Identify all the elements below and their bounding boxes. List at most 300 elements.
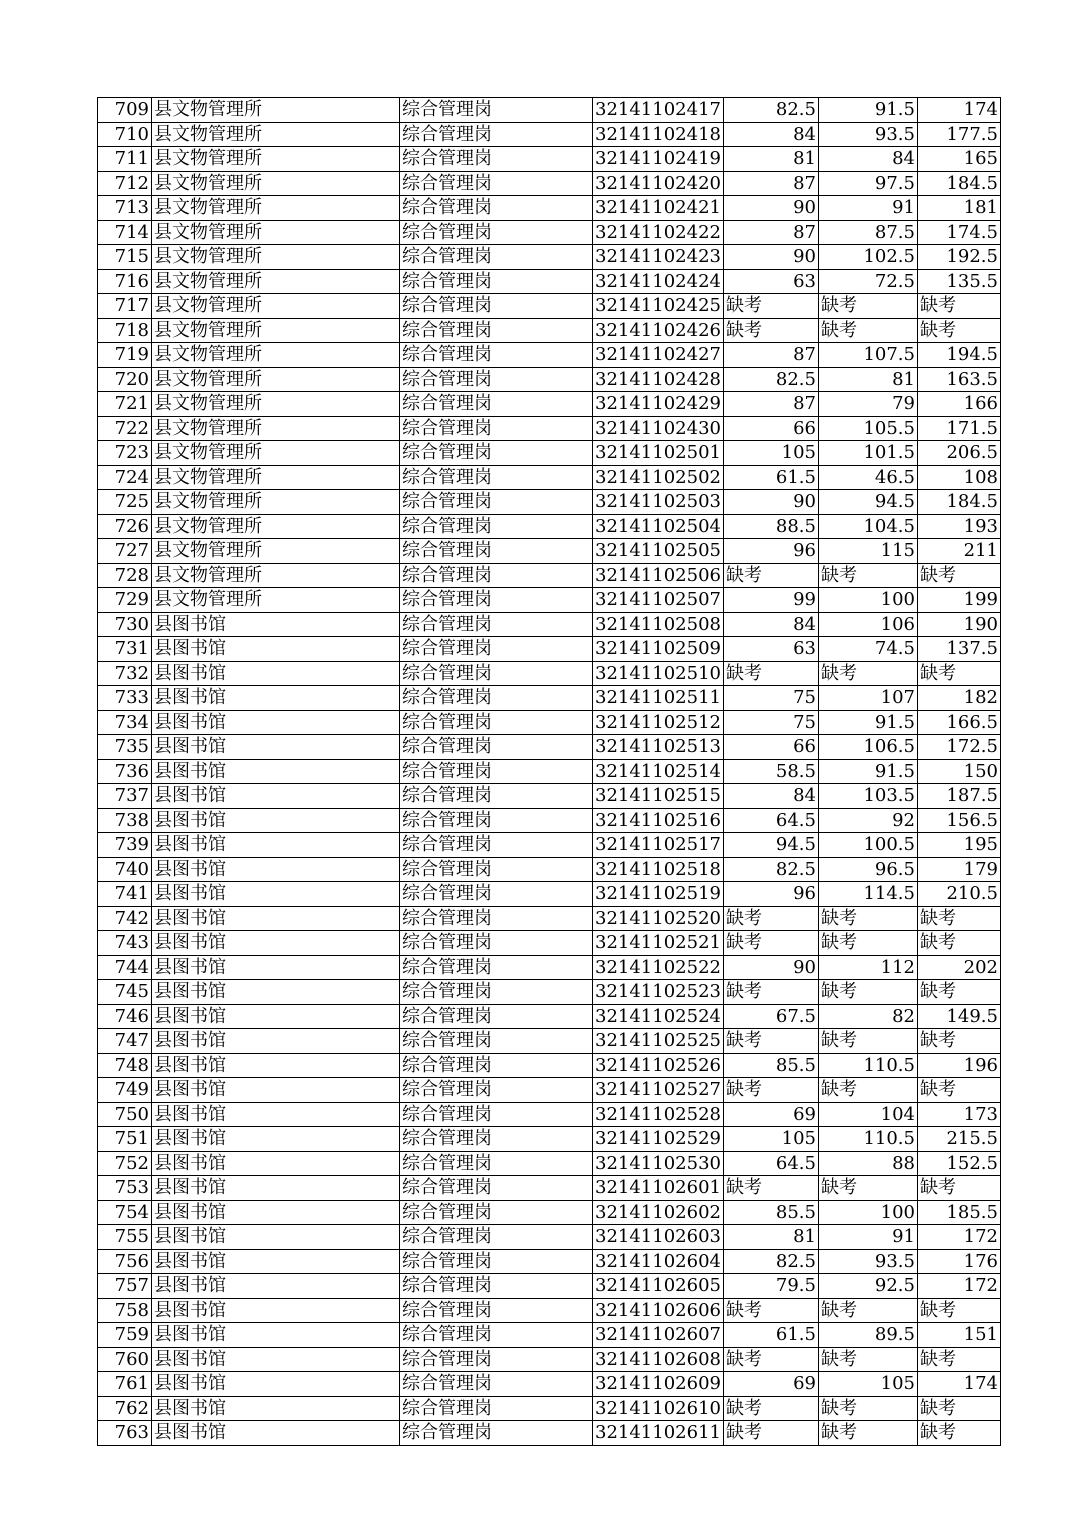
score-2-cell: 101.5 xyxy=(818,441,917,466)
score-1-cell: 81 xyxy=(723,147,818,172)
position-cell: 综合管理岗 xyxy=(400,1249,593,1274)
score-2-cell: 缺考 xyxy=(818,1029,917,1054)
row-number-cell: 757 xyxy=(98,1274,152,1299)
unit-cell: 县图书馆 xyxy=(152,906,400,931)
score-1-cell: 缺考 xyxy=(723,931,818,956)
position-cell: 综合管理岗 xyxy=(400,294,593,319)
unit-cell: 县文物管理所 xyxy=(152,220,400,245)
row-number-cell: 763 xyxy=(98,1421,152,1446)
position-cell: 综合管理岗 xyxy=(400,686,593,711)
exam-id-cell: 32141102520 xyxy=(593,906,724,931)
score-1-cell: 缺考 xyxy=(723,563,818,588)
total-score-cell: 206.5 xyxy=(917,441,1000,466)
total-score-cell: 179 xyxy=(917,857,1000,882)
score-2-cell: 100 xyxy=(818,1200,917,1225)
row-number-cell: 746 xyxy=(98,1004,152,1029)
score-2-cell: 103.5 xyxy=(818,784,917,809)
row-number-cell: 762 xyxy=(98,1396,152,1421)
table-row xyxy=(98,661,1001,686)
position-cell: 综合管理岗 xyxy=(400,1323,593,1348)
total-score-cell: 缺考 xyxy=(917,294,1000,319)
score-2-cell: 107 xyxy=(818,686,917,711)
total-score-cell: 184.5 xyxy=(917,490,1000,515)
score-2-cell: 74.5 xyxy=(818,637,917,662)
total-score-cell: 211 xyxy=(917,539,1000,564)
score-1-cell: 90 xyxy=(723,196,818,221)
total-score-cell: 174 xyxy=(917,1372,1000,1397)
score-1-cell: 96 xyxy=(723,539,818,564)
score-1-cell: 缺考 xyxy=(723,1298,818,1323)
row-number-cell: 723 xyxy=(98,441,152,466)
total-score-cell: 174 xyxy=(917,98,1000,123)
score-2-cell: 107.5 xyxy=(818,343,917,368)
score-2-cell: 105 xyxy=(818,1372,917,1397)
total-score-cell: 缺考 xyxy=(917,1347,1000,1372)
total-score-cell: 172.5 xyxy=(917,735,1000,760)
exam-id-cell: 32141102603 xyxy=(593,1225,724,1250)
row-number-cell: 715 xyxy=(98,245,152,270)
table-row xyxy=(98,563,1001,588)
exam-id-cell: 32141102602 xyxy=(593,1200,724,1225)
unit-cell: 县图书馆 xyxy=(152,1298,400,1323)
total-score-cell: 194.5 xyxy=(917,343,1000,368)
row-number-cell: 735 xyxy=(98,735,152,760)
score-2-cell: 106.5 xyxy=(818,735,917,760)
score-1-cell: 缺考 xyxy=(723,1078,818,1103)
position-cell: 综合管理岗 xyxy=(400,1176,593,1201)
table-row xyxy=(98,612,1001,637)
position-cell: 综合管理岗 xyxy=(400,735,593,760)
position-cell: 综合管理岗 xyxy=(400,1225,593,1250)
unit-cell: 县文物管理所 xyxy=(152,490,400,515)
unit-cell: 县文物管理所 xyxy=(152,294,400,319)
table-row xyxy=(98,171,1001,196)
exam-id-cell: 32141102422 xyxy=(593,220,724,245)
total-score-cell: 152.5 xyxy=(917,1151,1000,1176)
total-score-cell: 缺考 xyxy=(917,661,1000,686)
exam-id-cell: 32141102421 xyxy=(593,196,724,221)
total-score-cell: 210.5 xyxy=(917,882,1000,907)
total-score-cell: 缺考 xyxy=(917,1078,1000,1103)
total-score-cell: 缺考 xyxy=(917,1421,1000,1446)
position-cell: 综合管理岗 xyxy=(400,441,593,466)
table-row xyxy=(98,1127,1001,1152)
position-cell: 综合管理岗 xyxy=(400,588,593,613)
score-2-cell: 94.5 xyxy=(818,490,917,515)
score-2-cell: 100.5 xyxy=(818,833,917,858)
table-row xyxy=(98,1102,1001,1127)
total-score-cell: 182 xyxy=(917,686,1000,711)
score-1-cell: 87 xyxy=(723,171,818,196)
unit-cell: 县图书馆 xyxy=(152,686,400,711)
exam-id-cell: 32141102608 xyxy=(593,1347,724,1372)
unit-cell: 县图书馆 xyxy=(152,637,400,662)
total-score-cell: 缺考 xyxy=(917,1029,1000,1054)
score-1-cell: 缺考 xyxy=(723,1347,818,1372)
unit-cell: 县图书馆 xyxy=(152,882,400,907)
score-1-cell: 缺考 xyxy=(723,1176,818,1201)
table-row xyxy=(98,196,1001,221)
score-2-cell: 91.5 xyxy=(818,98,917,123)
unit-cell: 县图书馆 xyxy=(152,1053,400,1078)
unit-cell: 县文物管理所 xyxy=(152,416,400,441)
position-cell: 综合管理岗 xyxy=(400,955,593,980)
unit-cell: 县文物管理所 xyxy=(152,588,400,613)
exam-id-cell: 32141102529 xyxy=(593,1127,724,1152)
total-score-cell: 173 xyxy=(917,1102,1000,1127)
table-row xyxy=(98,1249,1001,1274)
exam-id-cell: 32141102427 xyxy=(593,343,724,368)
total-score-cell: 缺考 xyxy=(917,1176,1000,1201)
score-table xyxy=(97,97,1001,1446)
unit-cell: 县文物管理所 xyxy=(152,514,400,539)
score-2-cell: 缺考 xyxy=(818,980,917,1005)
exam-id-cell: 32141102530 xyxy=(593,1151,724,1176)
score-2-cell: 缺考 xyxy=(818,1298,917,1323)
table-row xyxy=(98,1225,1001,1250)
row-number-cell: 711 xyxy=(98,147,152,172)
position-cell: 综合管理岗 xyxy=(400,1298,593,1323)
exam-id-cell: 32141102425 xyxy=(593,294,724,319)
position-cell: 综合管理岗 xyxy=(400,1078,593,1103)
position-cell: 综合管理岗 xyxy=(400,1200,593,1225)
unit-cell: 县图书馆 xyxy=(152,1127,400,1152)
total-score-cell: 缺考 xyxy=(917,1298,1000,1323)
row-number-cell: 759 xyxy=(98,1323,152,1348)
table-row xyxy=(98,759,1001,784)
unit-cell: 县图书馆 xyxy=(152,808,400,833)
exam-id-cell: 32141102508 xyxy=(593,612,724,637)
position-cell: 综合管理岗 xyxy=(400,710,593,735)
position-cell: 综合管理岗 xyxy=(400,980,593,1005)
table-row xyxy=(98,490,1001,515)
exam-id-cell: 32141102510 xyxy=(593,661,724,686)
score-1-cell: 87 xyxy=(723,220,818,245)
table-row xyxy=(98,808,1001,833)
row-number-cell: 750 xyxy=(98,1102,152,1127)
score-2-cell: 110.5 xyxy=(818,1127,917,1152)
table-row xyxy=(98,514,1001,539)
position-cell: 综合管理岗 xyxy=(400,857,593,882)
exam-id-cell: 32141102418 xyxy=(593,122,724,147)
score-2-cell: 缺考 xyxy=(818,1421,917,1446)
exam-id-cell: 32141102509 xyxy=(593,637,724,662)
score-2-cell: 106 xyxy=(818,612,917,637)
unit-cell: 县图书馆 xyxy=(152,1176,400,1201)
position-cell: 综合管理岗 xyxy=(400,563,593,588)
score-2-cell: 104.5 xyxy=(818,514,917,539)
position-cell: 综合管理岗 xyxy=(400,245,593,270)
unit-cell: 县文物管理所 xyxy=(152,441,400,466)
table-row xyxy=(98,392,1001,417)
score-2-cell: 89.5 xyxy=(818,1323,917,1348)
unit-cell: 县图书馆 xyxy=(152,1225,400,1250)
exam-id-cell: 32141102524 xyxy=(593,1004,724,1029)
score-1-cell: 58.5 xyxy=(723,759,818,784)
row-number-cell: 725 xyxy=(98,490,152,515)
unit-cell: 县图书馆 xyxy=(152,1200,400,1225)
unit-cell: 县图书馆 xyxy=(152,1029,400,1054)
score-1-cell: 90 xyxy=(723,490,818,515)
position-cell: 综合管理岗 xyxy=(400,1274,593,1299)
unit-cell: 县图书馆 xyxy=(152,759,400,784)
total-score-cell: 163.5 xyxy=(917,367,1000,392)
exam-id-cell: 32141102503 xyxy=(593,490,724,515)
position-cell: 综合管理岗 xyxy=(400,98,593,123)
position-cell: 综合管理岗 xyxy=(400,318,593,343)
table-row xyxy=(98,1421,1001,1446)
unit-cell: 县图书馆 xyxy=(152,1396,400,1421)
score-2-cell: 46.5 xyxy=(818,465,917,490)
total-score-cell: 172 xyxy=(917,1274,1000,1299)
table-row xyxy=(98,931,1001,956)
score-1-cell: 缺考 xyxy=(723,906,818,931)
position-cell: 综合管理岗 xyxy=(400,931,593,956)
score-2-cell: 110.5 xyxy=(818,1053,917,1078)
position-cell: 综合管理岗 xyxy=(400,1127,593,1152)
exam-id-cell: 32141102426 xyxy=(593,318,724,343)
score-2-cell: 102.5 xyxy=(818,245,917,270)
exam-id-cell: 32141102605 xyxy=(593,1274,724,1299)
row-number-cell: 728 xyxy=(98,563,152,588)
score-1-cell: 缺考 xyxy=(723,1421,818,1446)
score-2-cell: 88 xyxy=(818,1151,917,1176)
unit-cell: 县文物管理所 xyxy=(152,367,400,392)
total-score-cell: 156.5 xyxy=(917,808,1000,833)
score-2-cell: 缺考 xyxy=(818,906,917,931)
score-1-cell: 84 xyxy=(723,784,818,809)
row-number-cell: 751 xyxy=(98,1127,152,1152)
exam-id-cell: 32141102507 xyxy=(593,588,724,613)
total-score-cell: 172 xyxy=(917,1225,1000,1250)
row-number-cell: 718 xyxy=(98,318,152,343)
row-number-cell: 709 xyxy=(98,98,152,123)
position-cell: 综合管理岗 xyxy=(400,392,593,417)
unit-cell: 县图书馆 xyxy=(152,931,400,956)
exam-id-cell: 32141102513 xyxy=(593,735,724,760)
total-score-cell: 215.5 xyxy=(917,1127,1000,1152)
total-score-cell: 缺考 xyxy=(917,563,1000,588)
unit-cell: 县图书馆 xyxy=(152,1078,400,1103)
unit-cell: 县图书馆 xyxy=(152,612,400,637)
position-cell: 综合管理岗 xyxy=(400,637,593,662)
unit-cell: 县文物管理所 xyxy=(152,539,400,564)
row-number-cell: 729 xyxy=(98,588,152,613)
row-number-cell: 748 xyxy=(98,1053,152,1078)
total-score-cell: 150 xyxy=(917,759,1000,784)
table-row xyxy=(98,686,1001,711)
table-row xyxy=(98,735,1001,760)
position-cell: 综合管理岗 xyxy=(400,343,593,368)
exam-id-cell: 32141102518 xyxy=(593,857,724,882)
total-score-cell: 176 xyxy=(917,1249,1000,1274)
total-score-cell: 177.5 xyxy=(917,122,1000,147)
exam-id-cell: 32141102424 xyxy=(593,269,724,294)
total-score-cell: 187.5 xyxy=(917,784,1000,809)
unit-cell: 县文物管理所 xyxy=(152,392,400,417)
exam-id-cell: 32141102501 xyxy=(593,441,724,466)
exam-id-cell: 32141102527 xyxy=(593,1078,724,1103)
position-cell: 综合管理岗 xyxy=(400,416,593,441)
score-1-cell: 96 xyxy=(723,882,818,907)
row-number-cell: 724 xyxy=(98,465,152,490)
unit-cell: 县文物管理所 xyxy=(152,318,400,343)
score-2-cell: 缺考 xyxy=(818,294,917,319)
unit-cell: 县文物管理所 xyxy=(152,269,400,294)
row-number-cell: 714 xyxy=(98,220,152,245)
position-cell: 综合管理岗 xyxy=(400,1029,593,1054)
position-cell: 综合管理岗 xyxy=(400,612,593,637)
row-number-cell: 738 xyxy=(98,808,152,833)
exam-id-cell: 32141102525 xyxy=(593,1029,724,1054)
total-score-cell: 171.5 xyxy=(917,416,1000,441)
score-1-cell: 66 xyxy=(723,735,818,760)
table-row xyxy=(98,906,1001,931)
score-2-cell: 91.5 xyxy=(818,759,917,784)
score-1-cell: 84 xyxy=(723,612,818,637)
score-1-cell: 66 xyxy=(723,416,818,441)
exam-id-cell: 32141102611 xyxy=(593,1421,724,1446)
position-cell: 综合管理岗 xyxy=(400,269,593,294)
total-score-cell: 185.5 xyxy=(917,1200,1000,1225)
score-1-cell: 75 xyxy=(723,686,818,711)
score-2-cell: 缺考 xyxy=(818,563,917,588)
total-score-cell: 166 xyxy=(917,392,1000,417)
score-2-cell: 97.5 xyxy=(818,171,917,196)
position-cell: 综合管理岗 xyxy=(400,1421,593,1446)
unit-cell: 县文物管理所 xyxy=(152,563,400,588)
total-score-cell: 190 xyxy=(917,612,1000,637)
row-number-cell: 760 xyxy=(98,1347,152,1372)
position-cell: 综合管理岗 xyxy=(400,220,593,245)
unit-cell: 县图书馆 xyxy=(152,1249,400,1274)
score-1-cell: 61.5 xyxy=(723,465,818,490)
row-number-cell: 747 xyxy=(98,1029,152,1054)
score-1-cell: 90 xyxy=(723,955,818,980)
position-cell: 综合管理岗 xyxy=(400,147,593,172)
score-1-cell: 94.5 xyxy=(723,833,818,858)
row-number-cell: 727 xyxy=(98,539,152,564)
table-row xyxy=(98,539,1001,564)
score-2-cell: 缺考 xyxy=(818,318,917,343)
table-row xyxy=(98,245,1001,270)
score-1-cell: 缺考 xyxy=(723,294,818,319)
position-cell: 综合管理岗 xyxy=(400,465,593,490)
exam-id-cell: 32141102522 xyxy=(593,955,724,980)
exam-id-cell: 32141102519 xyxy=(593,882,724,907)
exam-id-cell: 32141102420 xyxy=(593,171,724,196)
table-row xyxy=(98,1347,1001,1372)
row-number-cell: 726 xyxy=(98,514,152,539)
score-2-cell: 93.5 xyxy=(818,122,917,147)
score-1-cell: 87 xyxy=(723,392,818,417)
score-2-cell: 92.5 xyxy=(818,1274,917,1299)
row-number-cell: 712 xyxy=(98,171,152,196)
unit-cell: 县图书馆 xyxy=(152,1151,400,1176)
unit-cell: 县图书馆 xyxy=(152,1102,400,1127)
position-cell: 综合管理岗 xyxy=(400,1004,593,1029)
score-1-cell: 82.5 xyxy=(723,367,818,392)
score-2-cell: 缺考 xyxy=(818,1176,917,1201)
unit-cell: 县图书馆 xyxy=(152,1347,400,1372)
score-1-cell: 84 xyxy=(723,122,818,147)
row-number-cell: 716 xyxy=(98,269,152,294)
score-1-cell: 缺考 xyxy=(723,1396,818,1421)
exam-id-cell: 32141102502 xyxy=(593,465,724,490)
total-score-cell: 199 xyxy=(917,588,1000,613)
unit-cell: 县文物管理所 xyxy=(152,147,400,172)
score-1-cell: 缺考 xyxy=(723,980,818,1005)
position-cell: 综合管理岗 xyxy=(400,906,593,931)
table-row xyxy=(98,416,1001,441)
position-cell: 综合管理岗 xyxy=(400,759,593,784)
total-score-cell: 缺考 xyxy=(917,931,1000,956)
exam-id-cell: 32141102606 xyxy=(593,1298,724,1323)
unit-cell: 县图书馆 xyxy=(152,833,400,858)
total-score-cell: 192.5 xyxy=(917,245,1000,270)
unit-cell: 县图书馆 xyxy=(152,1274,400,1299)
row-number-cell: 754 xyxy=(98,1200,152,1225)
row-number-cell: 758 xyxy=(98,1298,152,1323)
score-1-cell: 85.5 xyxy=(723,1200,818,1225)
exam-id-cell: 32141102609 xyxy=(593,1372,724,1397)
score-1-cell: 63 xyxy=(723,269,818,294)
total-score-cell: 缺考 xyxy=(917,1396,1000,1421)
score-2-cell: 114.5 xyxy=(818,882,917,907)
table-row xyxy=(98,1029,1001,1054)
unit-cell: 县图书馆 xyxy=(152,980,400,1005)
table-row xyxy=(98,1004,1001,1029)
unit-cell: 县文物管理所 xyxy=(152,98,400,123)
table-row xyxy=(98,588,1001,613)
exam-id-cell: 32141102516 xyxy=(593,808,724,833)
table-row xyxy=(98,294,1001,319)
exam-id-cell: 32141102506 xyxy=(593,563,724,588)
table-row xyxy=(98,955,1001,980)
exam-id-cell: 32141102417 xyxy=(593,98,724,123)
position-cell: 综合管理岗 xyxy=(400,1347,593,1372)
exam-id-cell: 32141102517 xyxy=(593,833,724,858)
position-cell: 综合管理岗 xyxy=(400,122,593,147)
position-cell: 综合管理岗 xyxy=(400,661,593,686)
row-number-cell: 755 xyxy=(98,1225,152,1250)
score-2-cell: 缺考 xyxy=(818,661,917,686)
row-number-cell: 736 xyxy=(98,759,152,784)
score-1-cell: 81 xyxy=(723,1225,818,1250)
position-cell: 综合管理岗 xyxy=(400,539,593,564)
score-2-cell: 105.5 xyxy=(818,416,917,441)
score-1-cell: 缺考 xyxy=(723,661,818,686)
unit-cell: 县文物管理所 xyxy=(152,343,400,368)
score-2-cell: 91.5 xyxy=(818,710,917,735)
position-cell: 综合管理岗 xyxy=(400,514,593,539)
table-row xyxy=(98,784,1001,809)
row-number-cell: 713 xyxy=(98,196,152,221)
score-2-cell: 79 xyxy=(818,392,917,417)
table-row xyxy=(98,343,1001,368)
unit-cell: 县图书馆 xyxy=(152,1323,400,1348)
score-1-cell: 82.5 xyxy=(723,857,818,882)
row-number-cell: 761 xyxy=(98,1372,152,1397)
score-2-cell: 100 xyxy=(818,588,917,613)
score-2-cell: 84 xyxy=(818,147,917,172)
position-cell: 综合管理岗 xyxy=(400,1372,593,1397)
unit-cell: 县图书馆 xyxy=(152,1372,400,1397)
exam-id-cell: 32141102601 xyxy=(593,1176,724,1201)
row-number-cell: 734 xyxy=(98,710,152,735)
score-1-cell: 87 xyxy=(723,343,818,368)
row-number-cell: 753 xyxy=(98,1176,152,1201)
